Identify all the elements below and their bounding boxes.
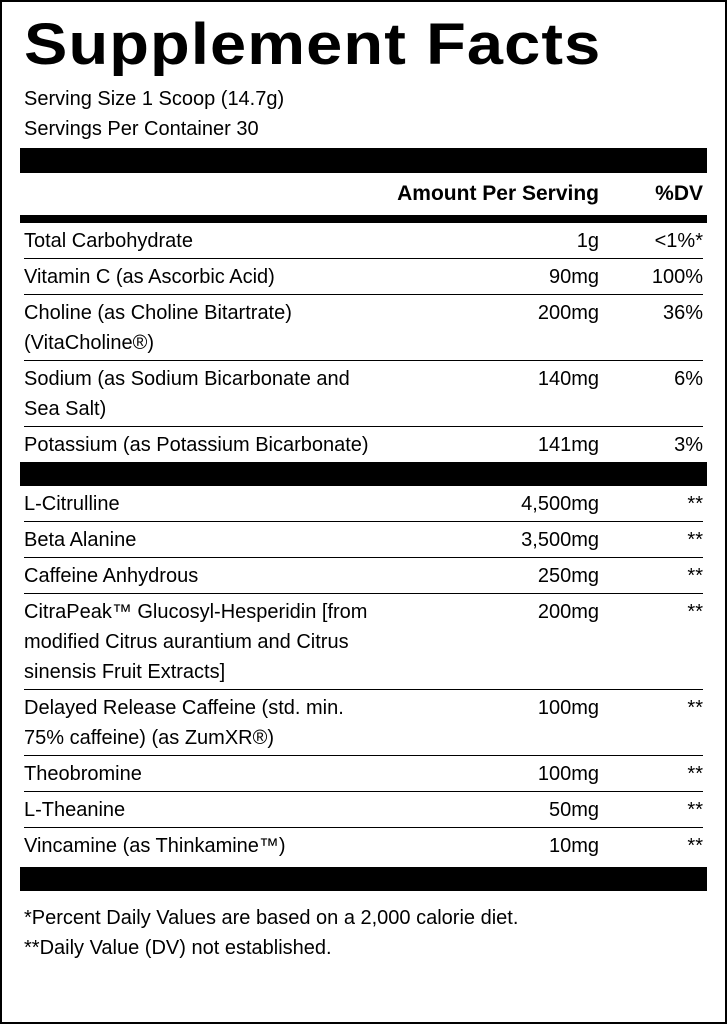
ingredient-dv: ** (687, 835, 703, 857)
ingredient-row (24, 295, 703, 361)
ingredient-dv: ** (687, 601, 703, 623)
ingredient-row (24, 223, 703, 259)
ingredient-dv: ** (687, 799, 703, 821)
footnote-dv: *Percent Daily Values are based on a 2,000 calorie diet. (24, 907, 519, 929)
ingredient-amount: 3,500mg (521, 529, 599, 551)
ingredient-dv: 6% (674, 368, 703, 390)
servings-per-container: Servings Per Container 30 (24, 118, 259, 140)
ingredient-amount: 200mg (537, 601, 599, 623)
ingredient-row (24, 594, 703, 690)
serving-info (24, 84, 703, 144)
ingredient-dv: ** (687, 697, 703, 719)
ingredient-name: Vitamin C (as Ascorbic Acid) (24, 266, 275, 288)
ingredient-name: CitraPeak™ Glucosyl-Hesperidin [from modified Citrus aurantium and Citrus sinensis Fruit Extracts] (24, 601, 368, 683)
ingredient-amount: 1g (576, 230, 599, 252)
ingredient-row (24, 361, 703, 427)
panel-title: Supplement Facts (24, 12, 602, 77)
divider-bar-middle (20, 462, 707, 486)
divider-bar-bottom (20, 867, 707, 891)
ingredient-section (24, 486, 703, 863)
ingredient-amount: 4,500mg (521, 493, 599, 515)
ingredient-name: Total Carbohydrate (24, 230, 193, 252)
ingredient-amount: 100mg (537, 763, 599, 785)
ingredient-amount: 250mg (537, 565, 599, 587)
amount-header: Amount Per Serving (397, 182, 599, 205)
ingredient-amount: 200mg (537, 302, 599, 324)
ingredient-amount: 50mg (548, 799, 599, 821)
serving-size: Serving Size 1 Scoop (14.7g) (24, 88, 285, 110)
nutrient-section (24, 223, 703, 462)
ingredient-row (24, 690, 703, 756)
ingredient-amount: 140mg (537, 368, 599, 390)
ingredient-row (24, 427, 703, 462)
ingredient-amount: 90mg (548, 266, 599, 288)
ingredient-amount: 141mg (537, 434, 599, 456)
ingredient-row (24, 558, 703, 594)
ingredient-name: Potassium (as Potassium Bicarbonate) (24, 434, 369, 456)
ingredient-name: Caffeine Anhydrous (24, 565, 199, 587)
dv-header: %DV (655, 182, 703, 205)
divider-bar-top (20, 148, 707, 173)
ingredient-name: Delayed Release Caffeine (std. min. 75% caffeine) (as ZumXR®) (24, 697, 344, 749)
ingredient-dv: 36% (662, 302, 703, 324)
footnote-not-established: **Daily Value (DV) not established. (24, 937, 332, 959)
ingredient-dv: ** (687, 529, 703, 551)
ingredient-dv: 100% (651, 266, 703, 288)
ingredient-row (24, 828, 703, 863)
ingredient-row (24, 792, 703, 828)
ingredient-name: L-Citrulline (24, 493, 120, 515)
ingredient-name: Vincamine (as Thinkamine™) (24, 835, 286, 857)
ingredient-row (24, 522, 703, 558)
ingredient-name: Beta Alanine (24, 529, 137, 551)
ingredient-row (24, 259, 703, 295)
divider-bar-header (20, 215, 707, 223)
ingredient-name: Theobromine (24, 763, 142, 785)
ingredient-dv: ** (687, 763, 703, 785)
ingredient-dv: 3% (674, 434, 703, 456)
ingredient-dv: <1%* (654, 230, 703, 252)
ingredient-dv: ** (687, 493, 703, 515)
ingredient-dv: ** (687, 565, 703, 587)
ingredient-row (24, 486, 703, 522)
column-header (24, 173, 703, 215)
ingredient-name: Choline (as Choline Bitartrate) (VitaCholine®) (24, 302, 292, 354)
ingredient-amount: 100mg (537, 697, 599, 719)
ingredient-amount: 10mg (548, 835, 599, 857)
ingredient-row (24, 756, 703, 792)
footnotes (24, 903, 703, 963)
ingredient-name: Sodium (as Sodium Bicarbonate and Sea Salt) (24, 368, 350, 420)
ingredient-name: L-Theanine (24, 799, 126, 821)
